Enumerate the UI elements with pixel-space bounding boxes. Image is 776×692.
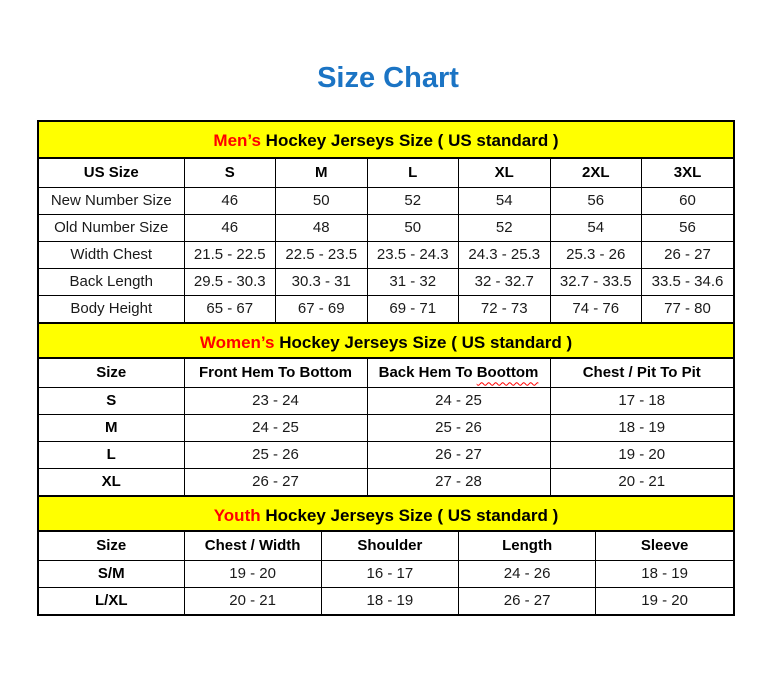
row-label-cell: M — [39, 414, 184, 441]
value-cell: 18 - 19 — [321, 587, 458, 614]
value-cell: 65 - 67 — [184, 295, 276, 322]
row-label-cell: Width Chest — [39, 241, 184, 268]
column-header-text: Back Hem To — [378, 364, 477, 382]
table-row — [39, 295, 733, 322]
value-cell: 52 — [459, 214, 551, 241]
value-cell: 27 - 28 — [367, 468, 550, 495]
column-header-cell: L — [367, 159, 459, 187]
womens-table — [39, 359, 733, 495]
column-header-cell: Size — [39, 359, 184, 387]
column-header-cell: Front Hem To Bottom — [184, 359, 367, 387]
column-header-row — [39, 532, 733, 560]
value-cell: 72 - 73 — [459, 295, 551, 322]
value-cell: 50 — [276, 187, 368, 214]
value-cell: 50 — [367, 214, 459, 241]
table-row — [39, 560, 733, 587]
youth-section-title-prefix: Youth — [213, 506, 261, 525]
value-cell: 18 - 19 — [550, 414, 733, 441]
column-header-cell: M — [276, 159, 368, 187]
value-cell: 25 - 26 — [367, 414, 550, 441]
table-row — [39, 214, 733, 241]
table-row — [39, 268, 733, 295]
value-cell: 60 — [642, 187, 734, 214]
row-label-cell: New Number Size — [39, 187, 184, 214]
womens-section-title-prefix: Women’s — [199, 333, 275, 352]
value-cell: 24 - 25 — [184, 414, 367, 441]
mens-table — [39, 159, 733, 322]
value-cell: 56 — [642, 214, 734, 241]
column-header-cell — [367, 359, 550, 387]
value-cell: 48 — [276, 214, 368, 241]
value-cell: 54 — [459, 187, 551, 214]
value-cell: 24 - 26 — [459, 560, 596, 587]
value-cell: 67 - 69 — [276, 295, 368, 322]
mens-section-header — [39, 122, 733, 159]
table-row — [39, 414, 733, 441]
value-cell: 24.3 - 25.3 — [459, 241, 551, 268]
value-cell: 54 — [550, 214, 642, 241]
column-header-cell: Chest / Pit To Pit — [550, 359, 733, 387]
value-cell: 17 - 18 — [550, 387, 733, 414]
column-header-cell: S — [184, 159, 276, 187]
mens-section-title-prefix: Men’s — [213, 131, 261, 150]
value-cell: 19 - 20 — [596, 587, 733, 614]
value-cell: 31 - 32 — [367, 268, 459, 295]
value-cell: 26 - 27 — [367, 441, 550, 468]
table-row — [39, 387, 733, 414]
youth-section-title-rest: Hockey Jerseys Size ( US standard ) — [260, 506, 559, 525]
value-cell: 23 - 24 — [184, 387, 367, 414]
womens-section-title-rest: Hockey Jerseys Size ( US standard ) — [274, 333, 573, 352]
page-title: Size Chart — [317, 62, 459, 94]
value-cell: 25.3 - 26 — [550, 241, 642, 268]
value-cell: 77 - 80 — [642, 295, 734, 322]
row-label-cell: Body Height — [39, 295, 184, 322]
column-header-cell: US Size — [39, 159, 184, 187]
value-cell: 32.7 - 33.5 — [550, 268, 642, 295]
table-row — [39, 441, 733, 468]
value-cell: 16 - 17 — [321, 560, 458, 587]
value-cell: 24 - 25 — [367, 387, 550, 414]
column-header-cell: Sleeve — [596, 532, 733, 560]
value-cell: 26 - 27 — [184, 468, 367, 495]
value-cell: 32 - 32.7 — [459, 268, 551, 295]
mens-section-title-rest: Hockey Jerseys Size ( US standard ) — [260, 131, 559, 150]
womens-section-header — [39, 322, 733, 359]
row-label-cell: S — [39, 387, 184, 414]
table-row — [39, 587, 733, 614]
row-label-cell: L/XL — [39, 587, 184, 614]
value-cell: 33.5 - 34.6 — [642, 268, 734, 295]
value-cell: 46 — [184, 214, 276, 241]
column-header-cell: 2XL — [550, 159, 642, 187]
value-cell: 26 - 27 — [642, 241, 734, 268]
column-header-cell: Chest / Width — [184, 532, 321, 560]
row-label-cell: Old Number Size — [39, 214, 184, 241]
value-cell: 25 - 26 — [184, 441, 367, 468]
table-row — [39, 468, 733, 495]
column-header-cell: 3XL — [642, 159, 734, 187]
value-cell: 26 - 27 — [459, 587, 596, 614]
value-cell: 69 - 71 — [367, 295, 459, 322]
value-cell: 19 - 20 — [184, 560, 321, 587]
value-cell: 19 - 20 — [550, 441, 733, 468]
row-label-cell: L — [39, 441, 184, 468]
misspelled-word: Boottom — [476, 364, 539, 382]
value-cell: 74 - 76 — [550, 295, 642, 322]
value-cell: 18 - 19 — [596, 560, 733, 587]
column-header-cell: Size — [39, 532, 184, 560]
row-label-cell: S/M — [39, 560, 184, 587]
value-cell: 21.5 - 22.5 — [184, 241, 276, 268]
value-cell: 52 — [367, 187, 459, 214]
column-header-row — [39, 359, 733, 387]
value-cell: 46 — [184, 187, 276, 214]
column-header-row — [39, 159, 733, 187]
value-cell: 30.3 - 31 — [276, 268, 368, 295]
table-row — [39, 241, 733, 268]
youth-table — [39, 532, 733, 614]
value-cell: 29.5 - 30.3 — [184, 268, 276, 295]
size-chart-table — [37, 120, 735, 616]
youth-section-header — [39, 495, 733, 532]
value-cell: 20 - 21 — [550, 468, 733, 495]
table-row — [39, 187, 733, 214]
value-cell: 22.5 - 23.5 — [276, 241, 368, 268]
column-header-cell: Length — [459, 532, 596, 560]
column-header-cell: XL — [459, 159, 551, 187]
column-header-cell: Shoulder — [321, 532, 458, 560]
row-label-cell: Back Length — [39, 268, 184, 295]
value-cell: 23.5 - 24.3 — [367, 241, 459, 268]
value-cell: 56 — [550, 187, 642, 214]
row-label-cell: XL — [39, 468, 184, 495]
value-cell: 20 - 21 — [184, 587, 321, 614]
